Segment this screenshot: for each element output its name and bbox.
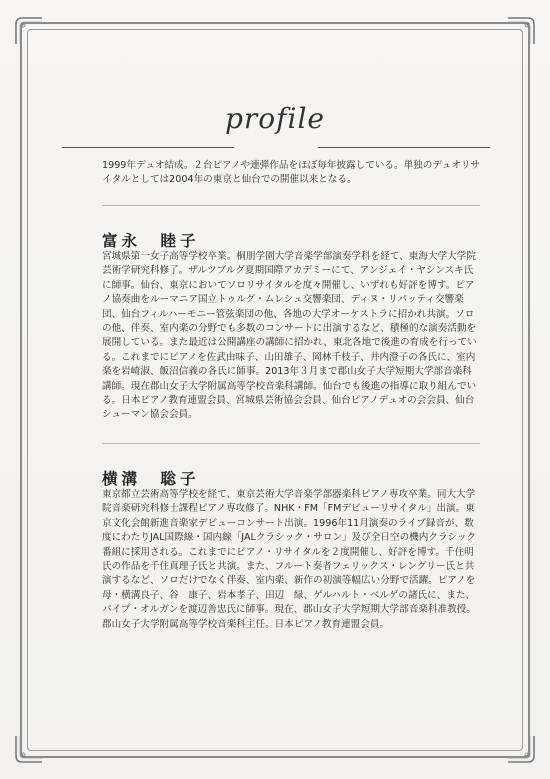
section-divider bbox=[102, 205, 480, 206]
ornate-corner-icon bbox=[506, 16, 536, 46]
title-rule-left bbox=[62, 147, 234, 148]
person-2-bio-section bbox=[102, 488, 480, 632]
ornate-corner-icon bbox=[14, 734, 44, 764]
person-name: 横溝 聡子 bbox=[102, 469, 200, 488]
page-title: profile bbox=[224, 102, 325, 135]
intro-section bbox=[102, 159, 480, 188]
title-rule-right bbox=[318, 147, 490, 148]
section-divider bbox=[102, 443, 480, 444]
person-bio: 東京都立芸術高等学校を経て、東京芸術大学音楽学部器楽科ピアノ専攻卒業。同大大学院音楽研究科修士課程ピアノ専攻修了。NHK・FM「FMデビューリサイタル」出演。東京文化会館新進音楽家デビューコンサート出演。1996年11月演奏のライブ録音が、数度にわたりJAL国際線・国内線「JALクラシック・サロン」及び全日空の機内クラシック番組に採用される。これまでにピアノ・リサイタルを２度開催し、好評を博す。千住明氏の作品を千住真理子氏と共演。また、フルート奏者フェリックス・レングリー氏と共演するなど、ソロだけでなく伴奏、室内楽、新作の初演等幅広い分野で活躍。ピアノを母・横溝良子、谷 康子、岩本孝子、田辺 緑、ゲルハルト・ベルゲの諸氏に、また、パイプ・オルガンを渡辺善忠氏に師事。現在、郡山女子大学短期大学部音楽科准教授。郡山女子大学附属高等学校音楽科主任。日本ピアノ教育連盟会員。 bbox=[102, 489, 477, 630]
person-name: 富永 睦子 bbox=[102, 231, 200, 250]
ornate-corner-icon bbox=[506, 734, 536, 764]
title-wrap bbox=[0, 102, 550, 135]
ornate-corner-icon bbox=[14, 16, 44, 46]
person-bio: 宮城県第一女子高等学校卒業。桐朋学園大学音楽学部演奏学科を経て、東海大学大学院芸術学研究科修了。ザルツブルグ夏期国際アカデミーにて、アンジェイ・ヤシンスキ氏に師事。仙台、東京においてソロリサイタルを度々開催し、いずれも好評を博す。ピアノ協奏曲をルーマニア国立トゥルグ・ムレシュ交響楽団、ディヌ・リパッティ交響楽団、仙台フィルハーモニー管弦楽団の他、各地の大学オーケストラに招かれ共演。ソロの他、伴奏、室内楽の分野でも多数のコンサートに出演するなど、積極的な演奏活動を展開している。また最近は公開講座の講師に招かれ、東北各地で後進の育成を行っている。これまでにピアノを佐武由味子、山田雄子、岡林千枝子、井内澄子の各氏に、室内楽を岩崎淑、飯沼信義の各氏に師事。2013年３月まで郡山女子大学短期大学部音楽科講師。現在郡山女子大学附属高等学校音楽科講師。仙台でも後進の指導に取り組んでいる。日本ピアノ教育連盟会員、宮城県芸術協会会員、仙台ピアノデュオの会会員、仙台シューマン協会会員。 bbox=[102, 251, 477, 421]
person-1-bio-section bbox=[102, 250, 480, 423]
person-2-header bbox=[102, 467, 480, 489]
person-1-header bbox=[102, 229, 480, 251]
intro-text: 1999年デュオ結成。２台ピアノや連弾作品をほぼ毎年披露している。単独のデュオリサイタルとしては2004年の東京と仙台での開催以来となる。 bbox=[102, 160, 480, 186]
